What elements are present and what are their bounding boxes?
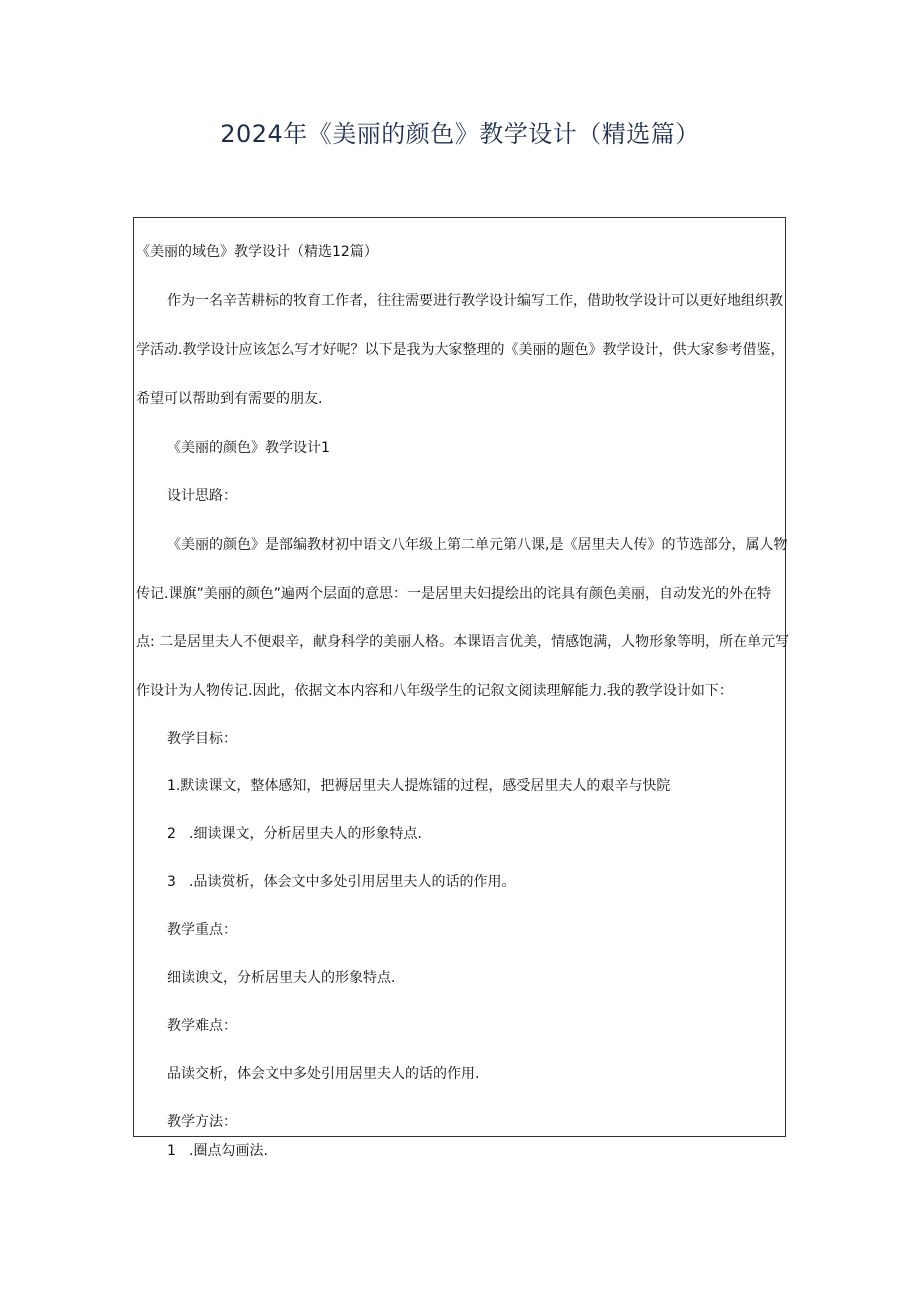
idea-line-1: 《美丽的颜色》是部编教材初中语文八年级上第二单元第八课,是《居里夫人传》的节选部分，属人物 xyxy=(167,537,788,553)
goal-text: .品读赏析，体会文中多处引用居里夫人的话的作用。 xyxy=(189,874,516,890)
method-text: .圈点勾画法. xyxy=(189,1143,268,1159)
difficulty-label: 教学难点： xyxy=(167,1018,237,1034)
intro-line-1: 作为一名辛苦耕标的牧育工作者，往往需要进行教学设计编写工作，借助牧学设计可以更好地组织教 xyxy=(167,293,783,309)
key-text: 细读谀文，分析居里夫人的形象特点. xyxy=(167,970,396,986)
goal-item-2 xyxy=(167,824,422,844)
page-title: 2024年《美丽的颜色》教学设计（精选篇） xyxy=(220,120,700,148)
difficulty-text: 品读交析，体会文中多处引用居里夫人的话的作用. xyxy=(167,1066,480,1082)
goal-text: .细读课文，分析居里夫人的形象特点. xyxy=(189,826,422,842)
goal-label: 教学目标： xyxy=(167,731,237,747)
section-heading: 《美丽的颜色》教学设计1 xyxy=(167,440,330,456)
goal-item-1 xyxy=(167,776,670,796)
goal-item-3 xyxy=(167,872,515,892)
idea-label: 设计思路： xyxy=(167,488,237,504)
method-item-1 xyxy=(167,1141,268,1161)
goal-num: 2 xyxy=(167,826,176,842)
method-num: 1 xyxy=(167,1143,176,1159)
method-label: 教学方法： xyxy=(167,1114,237,1130)
intro-line-2: 学活动.教学设计应该怎么写才好呢？以下是我为大家整理的《美丽的题色》教学设计，供大家参考借鉴， xyxy=(136,342,785,358)
idea-line-2: 传记.课旗”美丽的颜色”遍两个层面的意思：一是居里夫妇提绘出的诧具有颜色美丽，自动发光的外在特 xyxy=(136,586,771,602)
intro-line-3: 希望可以帮助到有需要的朋友. xyxy=(136,391,323,407)
goal-text: .默读课文，整体感知，把褥居里夫人提炼镭的过程，感受居里夫人的艰辛与快院 xyxy=(175,778,671,794)
goal-num: 3 xyxy=(167,874,176,890)
idea-line-3: 点: 二是居里夫人不便艰辛，献身科学的美丽人格。本课语言优美，情感饱满，人物形象等明，所在单元写 xyxy=(136,634,790,650)
goal-num: 1 xyxy=(167,778,176,794)
idea-line-4: 作设计为人物传记.因此，依据文本内容和八年级学生的记叙文阅读理解能力.我的教学设计如下： xyxy=(136,683,733,699)
doc-subtitle: 《美丽的域色》教学设计（精选12篇） xyxy=(136,244,378,260)
key-label: 教学重点： xyxy=(167,922,237,938)
